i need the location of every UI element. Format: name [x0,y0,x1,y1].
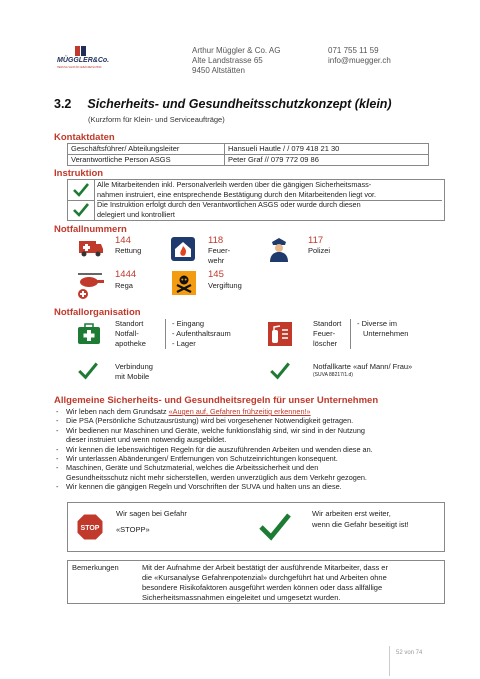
label-vergiftung: Vergiftung [208,281,242,290]
location-item: - Diverse im [357,319,398,328]
bemerkungen-label: Bemerkungen [72,563,119,572]
stop-sign-text: STOP [80,525,100,532]
label-rettung: Rettung [115,246,142,255]
bemerkung-line: besondere Risikofaktoren ausgeführt werden können oder dass allfällige [142,583,383,592]
checkmark-icon [258,513,292,541]
contact-table [67,143,429,166]
page-title [54,97,392,111]
section-number: 3.2 [54,97,72,111]
label-line: Standort [115,319,144,328]
rule-text: Wir bedienen nur Maschinen und Geräte, welche funktionsfähig sind, wir sind in der Nutzung [66,425,365,435]
location-item: - Eingang [172,319,205,328]
contact-label: Verantwortliche Person ASGS [68,155,225,166]
stop-box [67,502,445,552]
company-phone: 071 755 11 59 [328,46,379,55]
label-polizei: Polizei [308,246,331,255]
rule-text: Wir leben nach dem Grundsatz [66,407,169,416]
label-line: apotheke [115,339,146,348]
apotheke-locations [165,319,231,349]
list-item [54,426,444,445]
company-name: Arthur Müggler & Co. AG [192,46,281,55]
instruktion-line: Alle Mitarbeitenden inkl. Personalverleih werden über die gängigen Sicherheitsmass- [97,180,372,189]
stop-right-line2: wenn die Gefahr beseitigt ist! [312,520,409,529]
list-item [54,463,444,482]
location-item: - Lager [172,339,196,348]
checkmark-icon [73,203,89,217]
rule-text: Maschinen, Geräte und Schutzmaterial, welches die Arbeitssicherheit und den [66,463,319,473]
footer-divider [389,646,390,676]
number-rega: 1444 [115,269,137,280]
fire-icon [171,237,195,266]
poison-icon [172,271,196,300]
rule-text: Gesundheitsschutz nicht mehr sicherstellen, werden unverzüglich aus dem Verkehr gezogen. [66,472,367,482]
heading-instruktion: Instruktion [54,168,104,179]
number-feuerwehr: 118 [208,235,224,246]
label-line: Notfall- [115,329,139,338]
contact-value: Hansueli Hautle / / 079 418 21 30 [225,144,429,155]
label-line: Feuer- [208,246,231,255]
checkmark-icon [270,362,290,380]
label-line: Feuer- [313,329,336,338]
instruktion-line: delegiert und kontrolliert [97,210,175,219]
location-item: Unternehmen [363,329,409,338]
label-line: Notfallkarte «auf Mann/ Frau» [313,362,413,371]
label-line: Verbindung [115,362,153,371]
contact-value: Peter Graf // 079 772 09 86 [225,155,429,166]
rule-text: dieser instruiert und wenn notwendig ausgebildet. [66,435,227,445]
apotheke-label [115,319,146,349]
instruktion-line: Die Instruktion erfolgt durch den Verantwortlichen ASGS oder wurde durch diesen [97,200,361,209]
title-text: Sicherheits- und Gesundheitsschutzkonzept (klein) [87,97,392,111]
table-row [68,155,429,166]
stop-left-line1: Wir sagen bei Gefahr [116,509,187,518]
first-aid-kit-icon [77,323,101,350]
bemerkungen-text [142,563,440,603]
list-item: - Die PSA (Persönliche Schutzausrüstung) wird bei vorgesehener Notwendigkeit getragen. [54,416,444,425]
company-contact [328,46,391,66]
logo-subtext: HEIZUNG SANITÄR GEBÄUDETECHNIK [57,66,102,69]
checkmark-icon [73,183,89,197]
check-cell [68,180,95,201]
heading-regeln: Allgemeine Sicherheits- und Gesundheitsregeln für unser Unternehmen [54,395,379,406]
page-subtitle: (Kurzform für Klein- und Serviceaufträge) [88,115,225,124]
check-cell [68,200,95,220]
bemerkung-line: die «Kursanalyse Gefahrenpotenzial» durchgeführt hat und Arbeiten ohne [142,573,387,582]
company-street: Alte Landstrasse 65 [192,56,263,65]
instruktion-item [97,200,442,220]
company-email: info@muegger.ch [328,56,391,65]
helicopter-icon [76,270,106,305]
police-icon [267,236,291,267]
number-rettung: 144 [115,235,131,246]
bemerkung-line: Sicherheitsmassnahmen eingeleitet und umgesetzt wurden. [142,593,341,602]
list-item: - Wir unterlassen Abänderungen/ Entfernungen von Schutzeinrichtungen konsequent. [54,454,444,463]
instruktion-line: nahmen instruiert, eine entsprechende Bestätigung durch den Mitarbeitenden liegt vor. [97,190,377,199]
list-item: - Wir kennen die lebenswichtigen Regeln für die auszuführenden Arbeiten und wenden diese an. [54,445,444,454]
bemerkung-line: Mit der Aufnahme der Arbeit bestätigt der ausführende Mitarbeiter, dass er [142,563,388,572]
company-logo [57,44,110,72]
label-line: wehr [208,256,225,265]
company-address [192,46,280,76]
logo-text: MÜGGLER&Co. [57,57,110,64]
rules-list [54,407,444,492]
instruktion-box [67,179,445,221]
instruktion-item [97,180,442,201]
checkmark-icon [78,362,98,380]
list-item: - Wir kennen die gängigen Regeln und Vorschriften der SUVA und halten uns an diese. [54,482,444,491]
loescher-locations [350,319,408,349]
loescher-label [313,319,341,349]
verbindung-label [115,362,153,382]
label-line: mit Mobile [115,372,150,381]
heading-notfallorganisation: Notfallorganisation [54,307,141,318]
number-polizei: 117 [308,235,324,246]
notfallkarte-label [313,362,412,379]
heading-notfallnummern: Notfallnummern [54,224,127,235]
ambulance-icon [78,236,104,263]
label-line: (SUVA 88217/1.d) [313,372,353,378]
location-item: - Aufenthaltsraum [172,329,231,338]
page-number: 52 von 74 [396,650,423,656]
rule-motto: «Augen auf, Gefahren frühzeitig erkennen!» [168,407,311,416]
list-item [54,407,444,416]
label-line: Standort [313,319,342,328]
company-city: 9450 Altstätten [192,66,245,75]
table-row [68,144,429,155]
label-feuerwehr [208,246,230,266]
bemerkungen-box [67,560,445,604]
heading-kontaktdaten: Kontaktdaten [54,132,115,143]
number-vergiftung: 145 [208,269,224,280]
stop-left-line2: «STOPP» [116,525,150,534]
label-rega: Rega [115,281,133,290]
stop-right-line1: Wir arbeiten erst weiter, [312,509,391,518]
label-line: löscher [313,339,338,348]
fire-extinguisher-icon [268,322,292,351]
stop-sign-icon [76,513,104,541]
contact-label: Geschäftsführer/ Abteilungsleiter [68,144,225,155]
